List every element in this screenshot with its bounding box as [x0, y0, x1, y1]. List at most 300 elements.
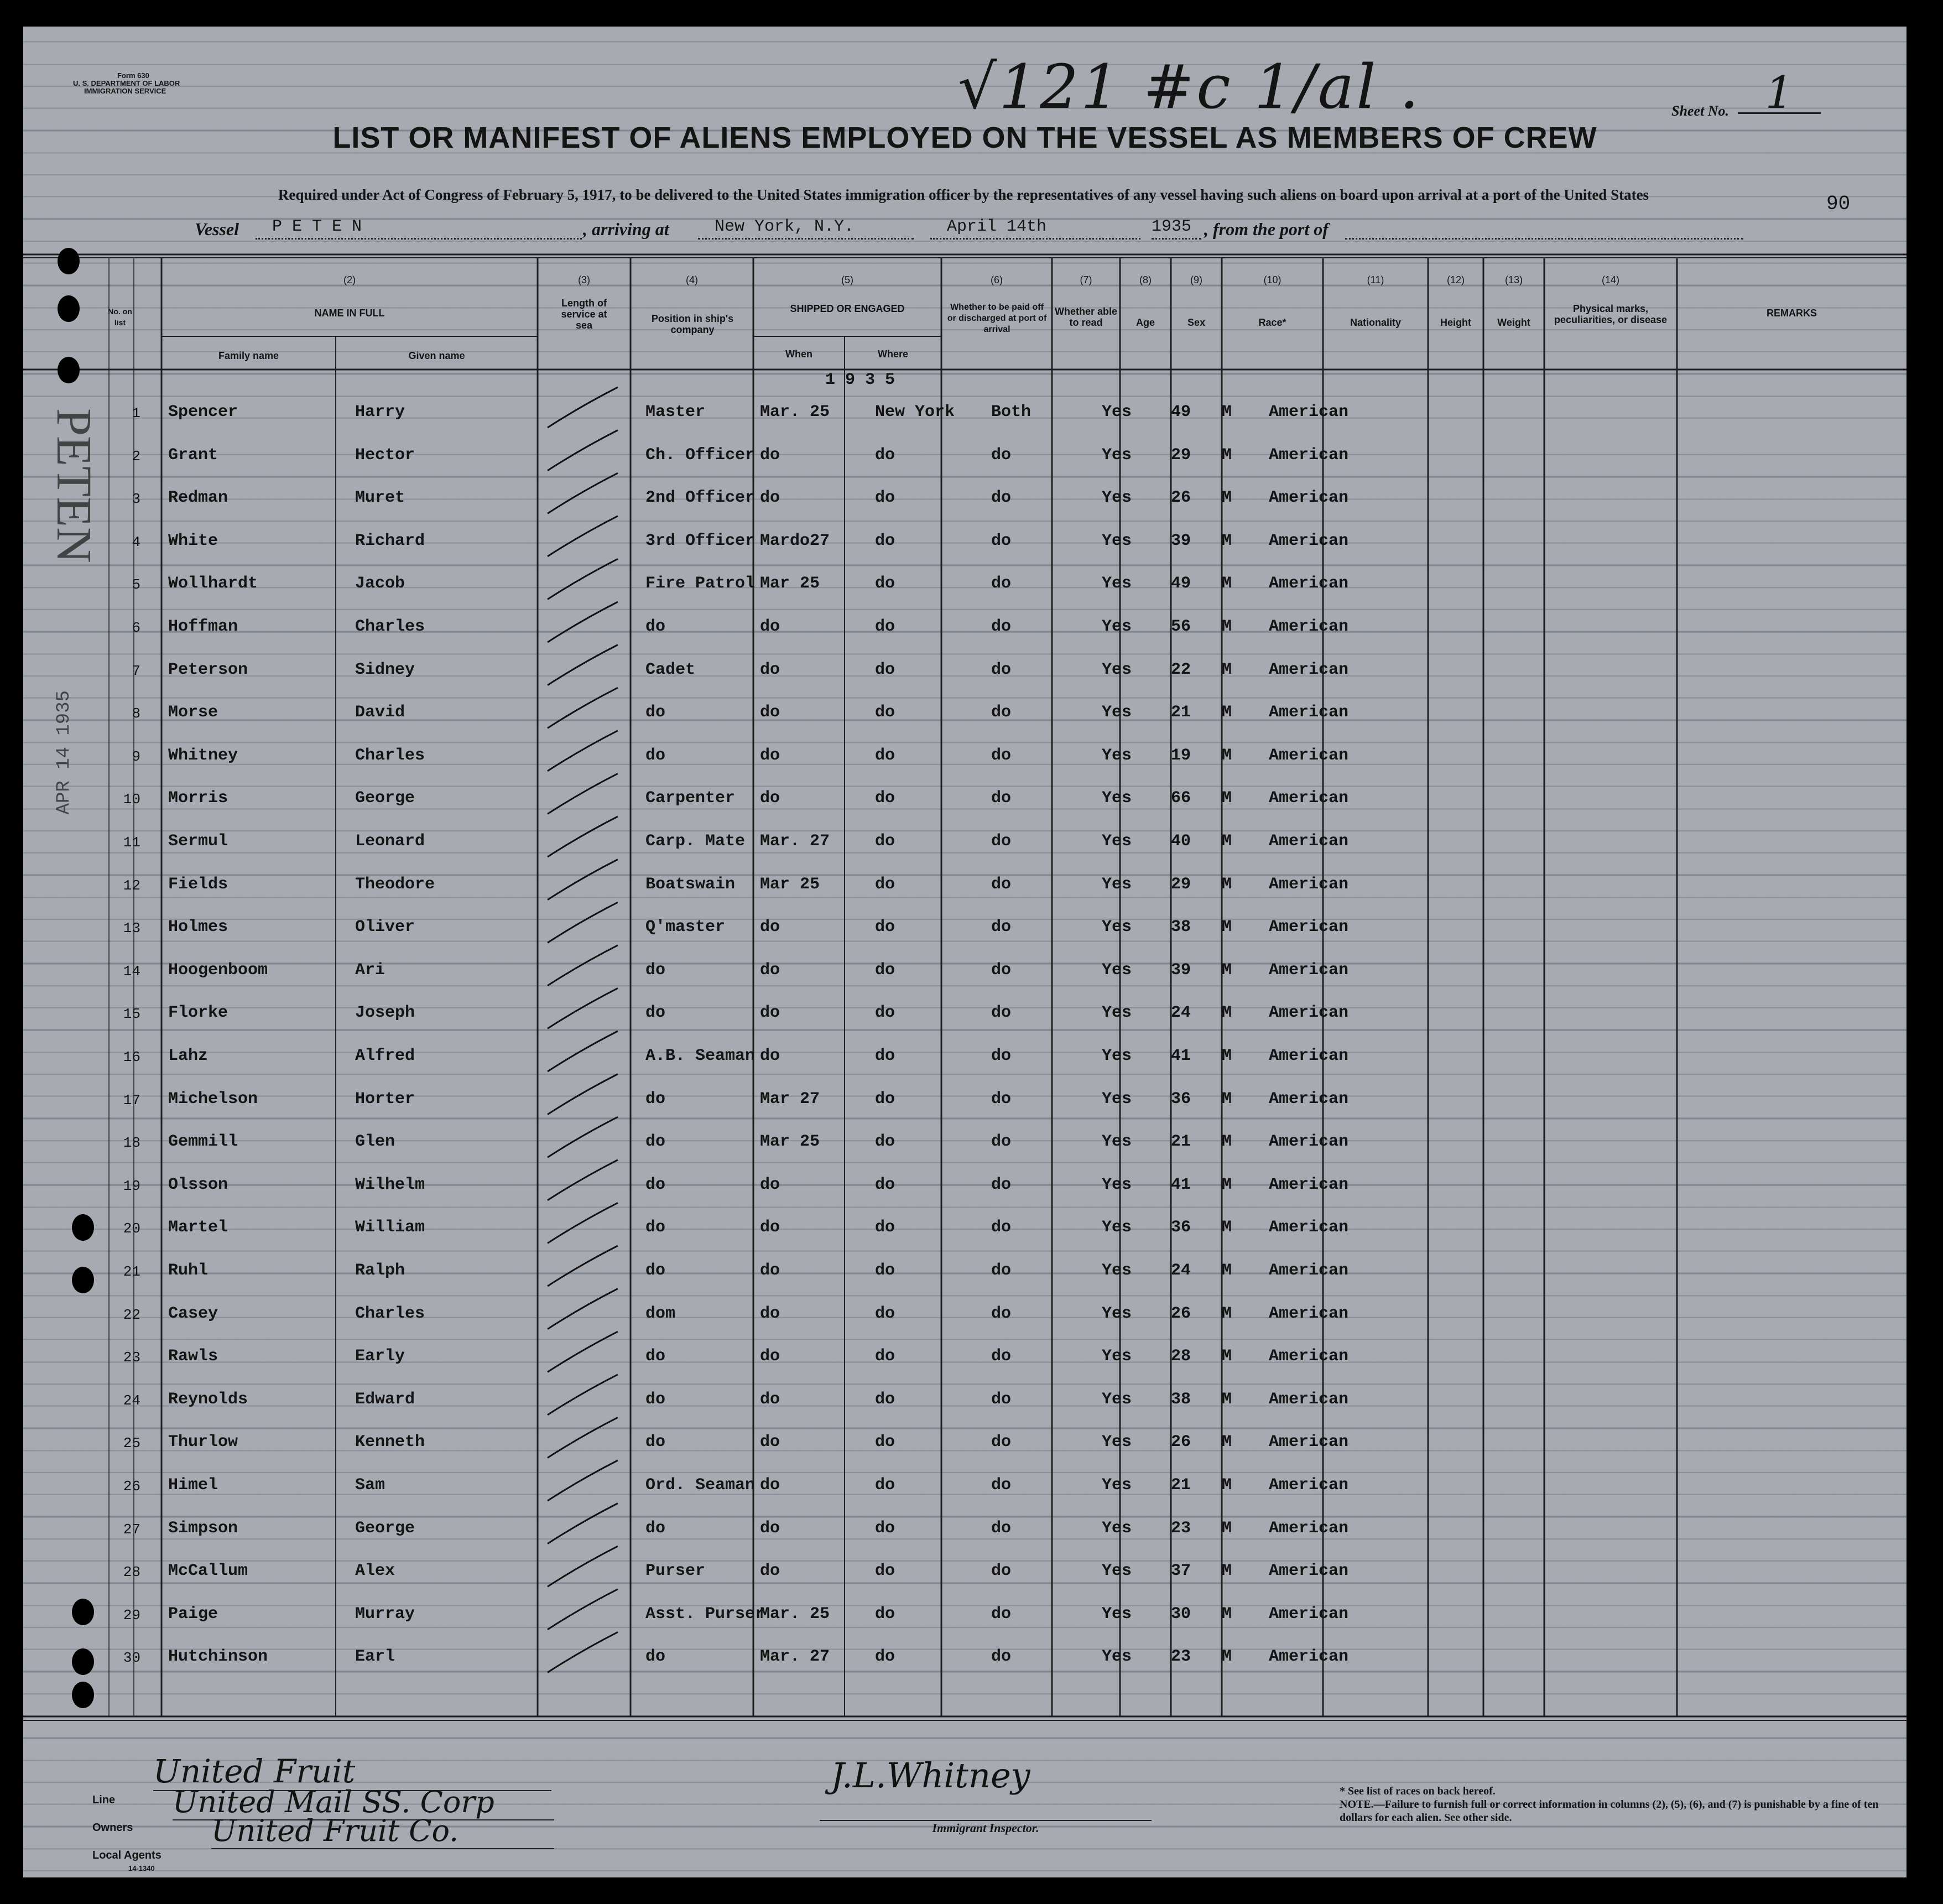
age-cell: 66 — [1171, 789, 1191, 808]
given-name-cell: Early — [355, 1347, 405, 1366]
service-slash-mark — [548, 1331, 618, 1372]
paid-off-cell: do — [991, 1261, 1012, 1280]
given-name-cell: Glen — [355, 1132, 395, 1152]
race-cell: American — [1269, 832, 1349, 851]
age-cell: 28 — [1171, 1347, 1191, 1366]
family-name-cell: White — [168, 531, 218, 550]
shipped-when-cell: do — [760, 1476, 780, 1495]
col4-number: (4) — [686, 274, 698, 285]
age-cell: 22 — [1171, 660, 1191, 679]
family-name-cell: Michelson — [168, 1089, 258, 1109]
paid-off-cell: do — [991, 1132, 1012, 1152]
shipped-where-cell: do — [875, 1476, 895, 1495]
age-cell: 26 — [1171, 488, 1191, 508]
col12-number: (12) — [1446, 274, 1465, 285]
sheet-number-label: Sheet No. — [1671, 103, 1729, 119]
sex-cell: M — [1222, 1261, 1232, 1280]
able-to-read-cell: Yes — [1102, 1562, 1132, 1581]
given-name-cell: Charles — [355, 617, 425, 636]
shipped-when-cell: do — [760, 960, 780, 980]
race-cell: American — [1269, 1047, 1349, 1065]
col10-number: (10) — [1263, 274, 1282, 285]
position-cell: Fire Patrol — [645, 574, 756, 594]
age-cell: 21 — [1171, 1132, 1191, 1152]
shipped-when-cell: do — [760, 746, 780, 765]
row-number-cell: 1 — [132, 405, 140, 422]
able-to-read-cell: Yes — [1102, 1304, 1132, 1323]
row-number-cell: 20 — [123, 1220, 140, 1237]
paid-off-cell: do — [991, 832, 1012, 851]
given-name-cell: Sam — [355, 1476, 386, 1495]
shipped-when-cell: do — [760, 1390, 780, 1409]
age-cell: 21 — [1171, 703, 1191, 722]
col13-number: (13) — [1504, 274, 1523, 285]
col7-header: Whether able to read — [1054, 306, 1118, 328]
position-cell: Cadet — [645, 660, 696, 679]
position-cell: 2nd Officer — [645, 488, 756, 508]
shipped-when-cell: do — [760, 1518, 780, 1538]
race-cell: American — [1269, 1390, 1349, 1409]
race-cell: American — [1269, 960, 1349, 980]
shipped-where-cell: do — [875, 1047, 895, 1065]
arrival-date: April 14th — [930, 217, 1140, 240]
family-name-cell: Wollhardt — [168, 574, 258, 594]
position-cell: Ch. Officer — [645, 445, 756, 465]
sheet-number-value: 1 — [1738, 76, 1821, 114]
service-slash-mark — [548, 902, 618, 943]
paid-off-cell: do — [991, 1047, 1012, 1065]
shipped-when-cell: do — [760, 660, 780, 679]
col5-number: (5) — [841, 274, 853, 285]
given-name-cell: Harry — [355, 403, 405, 422]
able-to-read-cell: Yes — [1102, 617, 1132, 636]
age-cell: 38 — [1171, 918, 1191, 937]
shipped-where-cell: do — [875, 617, 895, 636]
shipped-when-cell: Mardo27 — [760, 531, 830, 550]
race-cell: American — [1269, 1476, 1349, 1495]
sex-cell: M — [1222, 746, 1232, 765]
able-to-read-cell: Yes — [1102, 1518, 1132, 1538]
shipped-where-cell: do — [875, 1261, 895, 1280]
age-cell: 29 — [1171, 875, 1191, 894]
service-slash-mark — [548, 688, 618, 728]
able-to-read-cell: Yes — [1102, 1047, 1132, 1065]
service-slash-mark — [548, 602, 618, 642]
footer-notes — [1340, 1785, 1893, 1824]
row-number-cell: 22 — [123, 1306, 140, 1323]
family-name-cell: Ruhl — [168, 1261, 209, 1280]
col11-number: (11) — [1367, 274, 1384, 285]
form-code: 14-1340 — [128, 1864, 155, 1872]
family-name-cell: Casey — [168, 1304, 218, 1323]
shipped-where-cell: do — [875, 1390, 895, 1409]
shipped-when-cell: Mar 25 — [760, 1132, 820, 1152]
paid-off-cell: do — [991, 1518, 1012, 1538]
shipped-where-cell: do — [875, 1304, 895, 1323]
sex-cell: M — [1222, 617, 1232, 636]
shipped-when-cell: do — [760, 918, 780, 937]
service-slash-mark — [548, 559, 618, 599]
sex-cell: M — [1222, 488, 1232, 508]
family-name-cell: Simpson — [168, 1518, 238, 1538]
family-name-cell: Hoffman — [168, 617, 238, 636]
race-cell: American — [1269, 1604, 1349, 1624]
races-note: * See list of races on back hereof. — [1340, 1785, 1496, 1797]
col6-number: (6) — [991, 274, 1003, 285]
age-cell: 23 — [1171, 1647, 1191, 1667]
age-cell: 36 — [1171, 1218, 1191, 1237]
shipped-where-cell: do — [875, 1132, 895, 1152]
shipped-where-cell: do — [875, 789, 895, 808]
service-slash-mark — [548, 860, 618, 900]
col9-header: Sex — [1187, 317, 1206, 328]
position-cell: do — [645, 703, 666, 722]
family-name-cell: Reynolds — [168, 1390, 248, 1409]
row-number-cell: 13 — [123, 920, 140, 937]
given-name-cell: Murray — [355, 1604, 415, 1624]
shipped-when-cell: do — [760, 617, 780, 636]
sex-cell: M — [1222, 703, 1232, 722]
position-cell: Carp. Mate — [645, 832, 746, 851]
able-to-read-cell: Yes — [1102, 445, 1132, 465]
col12-header: Height — [1440, 317, 1471, 328]
family-name-cell: Grant — [168, 445, 218, 465]
row-number-cell: 26 — [123, 1478, 140, 1495]
able-to-read-cell: Yes — [1102, 789, 1132, 808]
col8-number: (8) — [1139, 274, 1152, 285]
sex-cell: M — [1222, 1562, 1232, 1581]
service-slash-mark — [548, 1074, 618, 1115]
shipped-where-cell: do — [875, 1562, 895, 1581]
line-label: Line — [92, 1794, 116, 1806]
family-name-cell: McCallum — [168, 1562, 248, 1581]
paid-off-cell: do — [991, 574, 1012, 594]
race-cell: American — [1269, 1347, 1349, 1366]
sex-cell: M — [1222, 875, 1232, 894]
age-cell: 29 — [1171, 445, 1191, 465]
shipped-when-cell: Mar. 27 — [760, 832, 830, 851]
shipped-when-cell: Mar 25 — [760, 875, 820, 894]
page-title: LIST OR MANIFEST OF ALIENS EMPLOYED ON THE VESSEL AS MEMBERS OF CREW — [332, 121, 1597, 154]
position-cell: do — [645, 1433, 666, 1452]
able-to-read-cell: Yes — [1102, 1347, 1132, 1366]
shipped-when-cell: do — [760, 1047, 780, 1065]
service-slash-mark — [548, 945, 618, 986]
given-name-cell: Jacob — [355, 574, 405, 594]
service-slash-mark — [548, 816, 618, 857]
position-cell: do — [645, 1261, 666, 1280]
shipped-where-cell: do — [875, 1433, 895, 1452]
shipped-where-cell: do — [875, 488, 895, 508]
row-number-cell: 19 — [123, 1177, 140, 1194]
sex-cell: M — [1222, 1647, 1232, 1667]
paid-off-cell: do — [991, 746, 1012, 765]
punch-hole — [72, 1682, 94, 1708]
col2-number: (2) — [343, 274, 356, 285]
family-name-cell: Rawls — [168, 1347, 218, 1366]
page-number: 90 — [1826, 193, 1851, 215]
paid-off-cell: do — [991, 488, 1012, 508]
able-to-read-cell: Yes — [1102, 746, 1132, 765]
shipped-when-cell: Mar 25 — [760, 574, 820, 594]
row-number-cell: 23 — [123, 1349, 140, 1366]
family-name-cell: Sermul — [168, 832, 228, 851]
remarks-header: REMARKS — [1766, 308, 1817, 319]
arrival-port: New York, N.Y. — [698, 217, 914, 240]
inspector-label: Immigrant Inspector. — [820, 1820, 1152, 1835]
sex-cell: M — [1222, 1304, 1232, 1323]
race-cell: American — [1269, 1518, 1349, 1538]
sex-cell: M — [1222, 1390, 1232, 1409]
sex-cell: M — [1222, 445, 1232, 465]
penalty-note: NOTE.—Failure to furnish full or correct information in columns (2), (5), (6), and (7) is punishable by a fine of ten dollars for each alien. See other side. — [1340, 1798, 1879, 1824]
race-cell: American — [1269, 660, 1349, 679]
age-cell: 49 — [1171, 403, 1191, 422]
able-to-read-cell: Yes — [1102, 1132, 1132, 1152]
sex-cell: M — [1222, 1604, 1232, 1624]
row-number-cell: 18 — [123, 1135, 140, 1152]
position-cell: Master — [645, 403, 706, 422]
agents-value: United Fruit Co. — [211, 1813, 554, 1849]
able-to-read-cell: Yes — [1102, 1647, 1132, 1667]
able-to-read-cell: Yes — [1102, 1089, 1132, 1109]
given-name-cell: Joseph — [355, 1003, 415, 1023]
race-cell: American — [1269, 488, 1349, 508]
sex-cell: M — [1222, 1047, 1232, 1065]
position-cell: do — [645, 1175, 666, 1194]
service-slash-mark — [548, 731, 618, 771]
service-slash-mark — [548, 1203, 618, 1243]
given-name-cell: Kenneth — [355, 1433, 425, 1452]
punch-hole — [72, 1599, 94, 1625]
shipped-when-cell: do — [760, 703, 780, 722]
able-to-read-cell: Yes — [1102, 1175, 1132, 1194]
race-cell: American — [1269, 1304, 1349, 1323]
shipped-where-cell: do — [875, 832, 895, 851]
row-number-cell: 27 — [123, 1521, 140, 1538]
given-name-cell: William — [355, 1218, 425, 1237]
sex-cell: M — [1222, 531, 1232, 550]
race-cell: American — [1269, 1647, 1349, 1667]
family-name-cell: Olsson — [168, 1175, 228, 1194]
where-header: Where — [877, 348, 908, 360]
race-cell: American — [1269, 789, 1349, 808]
paid-off-cell: do — [991, 1562, 1012, 1581]
age-cell: 56 — [1171, 617, 1191, 636]
position-cell: Asst. Purser — [645, 1604, 765, 1624]
paid-off-cell: do — [991, 1003, 1012, 1023]
able-to-read-cell: Yes — [1102, 531, 1132, 550]
race-cell: American — [1269, 403, 1349, 422]
from-port-label: , from the port of — [1204, 219, 1329, 239]
service-slash-mark — [548, 1417, 618, 1458]
age-cell: 41 — [1171, 1047, 1191, 1065]
service-name: IMMIGRATION SERVICE — [84, 87, 166, 95]
punch-hole — [72, 1267, 94, 1293]
able-to-read-cell: Yes — [1102, 574, 1132, 594]
sex-cell: M — [1222, 1518, 1232, 1538]
service-slash-mark — [548, 473, 618, 513]
shipped-when-cell: do — [760, 1003, 780, 1023]
given-name-cell: Horter — [355, 1089, 415, 1109]
position-cell: 3rd Officer — [645, 531, 756, 550]
sex-cell: M — [1222, 1003, 1232, 1023]
row-number-cell: 25 — [123, 1435, 140, 1452]
col2-header: NAME IN FULL — [314, 308, 385, 319]
paid-off-cell: Both — [991, 403, 1032, 422]
shipped-where-cell: do — [875, 531, 895, 550]
shipped-when-cell: Mar 27 — [760, 1089, 820, 1109]
given-name-cell: Theodore — [355, 875, 435, 894]
shipped-when-cell: do — [760, 1218, 780, 1237]
paid-off-cell: do — [991, 1089, 1012, 1109]
race-cell: American — [1269, 1218, 1349, 1237]
paid-off-cell: do — [991, 1390, 1012, 1409]
given-name-cell: Wilhelm — [355, 1175, 425, 1194]
family-name-cell: Redman — [168, 488, 228, 508]
punch-hole — [58, 295, 80, 322]
able-to-read-cell: Yes — [1102, 1261, 1132, 1280]
able-to-read-cell: Yes — [1102, 1433, 1132, 1452]
row-number-cell: 14 — [123, 963, 140, 980]
manifest-sheet — [23, 27, 1906, 1877]
col9-number: (9) — [1190, 274, 1202, 285]
age-cell: 19 — [1171, 746, 1191, 765]
paid-off-cell: do — [991, 1347, 1012, 1366]
race-cell: American — [1269, 1261, 1349, 1280]
paid-off-cell: do — [991, 617, 1012, 636]
paid-off-cell: do — [991, 703, 1012, 722]
service-slash-mark — [548, 1289, 618, 1329]
sex-cell: M — [1222, 1132, 1232, 1152]
race-cell: American — [1269, 1175, 1349, 1194]
age-cell: 26 — [1171, 1304, 1191, 1323]
given-name-header: Given name — [408, 350, 465, 361]
service-slash-mark — [548, 1117, 618, 1157]
age-cell: 23 — [1171, 1518, 1191, 1538]
family-name-cell: Himel — [168, 1476, 218, 1495]
row-number-cell: 29 — [123, 1606, 140, 1624]
given-name-cell: Leonard — [355, 832, 425, 851]
service-slash-mark — [548, 645, 618, 685]
family-name-cell: Thurlow — [168, 1433, 238, 1452]
sex-cell: M — [1222, 403, 1232, 422]
col8-header: Age — [1135, 317, 1155, 328]
service-slash-mark — [548, 387, 618, 428]
family-name-cell: Morris — [168, 789, 228, 808]
age-cell: 41 — [1171, 1175, 1191, 1194]
age-cell: 36 — [1171, 1089, 1191, 1109]
family-name-cell: Lahz — [168, 1047, 209, 1065]
able-to-read-cell: Yes — [1102, 403, 1132, 422]
position-cell: do — [645, 1003, 666, 1023]
paid-off-cell: do — [991, 1476, 1012, 1495]
sex-cell: M — [1222, 1089, 1232, 1109]
row-number-cell: 30 — [123, 1650, 140, 1667]
shipped-where-cell: do — [875, 875, 895, 894]
given-name-cell: Sidney — [355, 660, 415, 679]
paid-off-cell: do — [991, 660, 1012, 679]
position-cell: do — [645, 1218, 666, 1237]
able-to-read-cell: Yes — [1102, 660, 1132, 679]
sex-cell: M — [1222, 1433, 1232, 1452]
able-to-read-cell: Yes — [1102, 960, 1132, 980]
given-name-cell: Hector — [355, 445, 415, 465]
row-number-cell: 11 — [123, 834, 140, 851]
shipped-where-cell: do — [875, 1175, 895, 1194]
shipped-where-cell: do — [875, 445, 895, 465]
shipped-where-cell: do — [875, 660, 895, 679]
shipped-when-cell: Mar. 25 — [760, 403, 830, 422]
punch-hole — [58, 248, 80, 274]
given-name-cell: Alex — [355, 1562, 395, 1581]
shipped-when-cell: Mar. 25 — [760, 1604, 830, 1624]
paid-off-cell: do — [991, 1604, 1012, 1624]
when-header: When — [785, 348, 812, 360]
age-cell: 21 — [1171, 1476, 1191, 1495]
service-slash-mark — [548, 1160, 618, 1200]
sex-cell: M — [1222, 1347, 1232, 1366]
paid-off-cell: do — [991, 1433, 1012, 1452]
shipped-when-cell: do — [760, 488, 780, 508]
age-cell: 39 — [1171, 960, 1191, 980]
given-name-cell: Alfred — [355, 1047, 415, 1065]
sex-cell: M — [1222, 918, 1232, 937]
position-cell: do — [645, 1647, 666, 1667]
shipped-where-cell: do — [875, 1347, 895, 1366]
row-number-cell: 2 — [132, 448, 140, 465]
able-to-read-cell: Yes — [1102, 1390, 1132, 1409]
vessel-stamp: PETEN — [46, 408, 101, 563]
punch-hole — [58, 357, 80, 383]
sex-cell: M — [1222, 1218, 1232, 1237]
shipped-where-cell: do — [875, 1604, 895, 1624]
position-cell: Q'master — [645, 918, 726, 937]
family-name-cell: Peterson — [168, 660, 248, 679]
row-number-cell: 16 — [123, 1049, 140, 1065]
sex-cell: M — [1222, 1175, 1232, 1194]
owners-label: Owners — [92, 1822, 133, 1834]
shipped-when-cell: do — [760, 445, 780, 465]
form-identifier — [73, 72, 206, 95]
sex-cell: M — [1222, 574, 1232, 594]
row-number-cell: 5 — [132, 576, 140, 594]
paid-off-cell: do — [991, 875, 1012, 894]
age-cell: 37 — [1171, 1562, 1191, 1581]
col6-header: Whether to be paid off or discharged at port of arrival — [947, 303, 1047, 334]
given-name-cell: Ralph — [355, 1261, 405, 1280]
shipped-where-cell: do — [875, 574, 895, 594]
date-stamp: APR 14 1935 — [54, 690, 75, 815]
able-to-read-cell: Yes — [1102, 875, 1132, 894]
race-cell: American — [1269, 1089, 1349, 1109]
family-name-cell: Florke — [168, 1003, 228, 1023]
service-slash-mark — [548, 1460, 618, 1501]
age-cell: 26 — [1171, 1433, 1191, 1452]
position-cell: do — [645, 1518, 666, 1538]
paid-off-cell: do — [991, 960, 1012, 980]
col13-header: Weight — [1497, 317, 1530, 328]
col5-header: SHIPPED OR ENGAGED — [790, 303, 905, 314]
col3-header: Length of service at sea — [561, 298, 607, 331]
family-name-cell: Holmes — [168, 918, 228, 937]
race-cell: American — [1269, 531, 1349, 550]
able-to-read-cell: Yes — [1102, 488, 1132, 508]
col10-header: Race* — [1258, 317, 1286, 328]
service-slash-mark — [548, 1031, 618, 1071]
able-to-read-cell: Yes — [1102, 918, 1132, 937]
able-to-read-cell: Yes — [1102, 1218, 1132, 1237]
